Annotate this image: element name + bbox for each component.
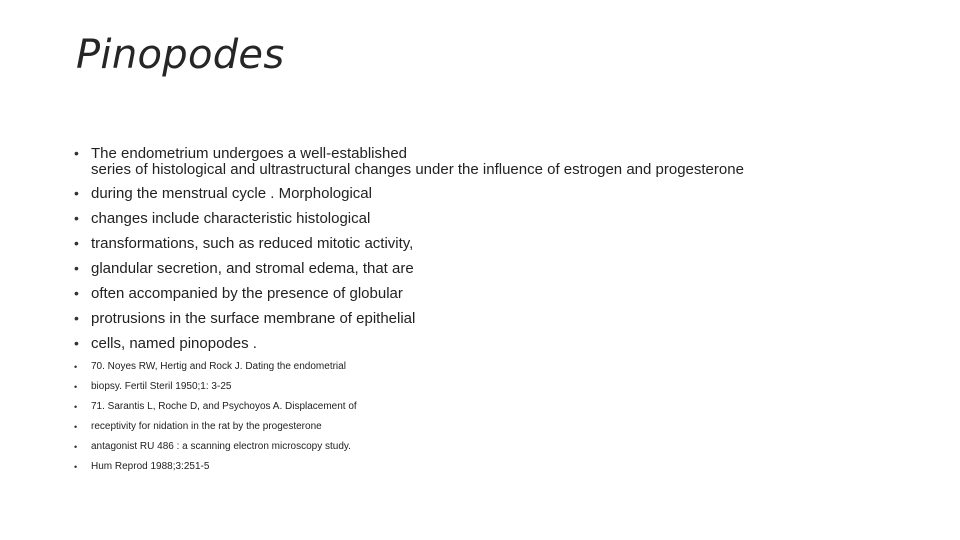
bullet-continuation-text: series of histological and ultrastructural changes under the influence of estrogen and progesterone [91, 161, 744, 178]
reference-text: antagonist RU 486 : a scanning electron microscopy study. [91, 441, 351, 452]
reference-text: 71. Sarantis L, Roche D, and Psychoyos A. Displacement of [91, 401, 357, 412]
bullet-text: during the menstrual cycle . Morphological [91, 185, 372, 202]
bullet-dot: • [74, 310, 79, 326]
bullet-dot: • [74, 442, 78, 452]
reference-text: Hum Reprod 1988;3:251-5 [91, 461, 210, 472]
bullet-dot: • [74, 422, 78, 432]
bullet-dot: • [74, 362, 78, 372]
bullet-text: glandular secretion, and stromal edema, that are [91, 260, 414, 277]
slide-title: Pinopodes [76, 32, 285, 78]
bullet-text: changes include characteristic histological [91, 210, 371, 227]
bullet-dot: • [74, 235, 79, 251]
bullet-text: often accompanied by the presence of globular [91, 285, 403, 302]
bullet-dot: • [74, 285, 79, 301]
bullet-dot: • [74, 462, 78, 472]
reference-text: 70. Noyes RW, Hertig and Rock J. Dating the endometrial [91, 361, 346, 372]
reference-text: biopsy. Fertil Steril 1950;1: 3-25 [91, 381, 232, 392]
bullet-text: The endometrium undergoes a well-established [91, 145, 408, 162]
bullet-text: protrusions in the surface membrane of epithelial [91, 310, 416, 327]
bullet-dot: • [74, 402, 78, 412]
bullet-dot: • [74, 210, 79, 226]
bullet-dot: • [74, 185, 79, 201]
bullet-dot: • [74, 382, 78, 392]
reference-text: receptivity for nidation in the rat by the progesterone [91, 421, 322, 432]
bullet-text: cells, named pinopodes . [91, 335, 257, 352]
bullet-text: transformations, such as reduced mitotic activity, [91, 235, 414, 252]
bullet-dot: • [74, 335, 79, 351]
bullet-dot: • [74, 260, 79, 276]
bullet-dot: • [74, 145, 79, 161]
